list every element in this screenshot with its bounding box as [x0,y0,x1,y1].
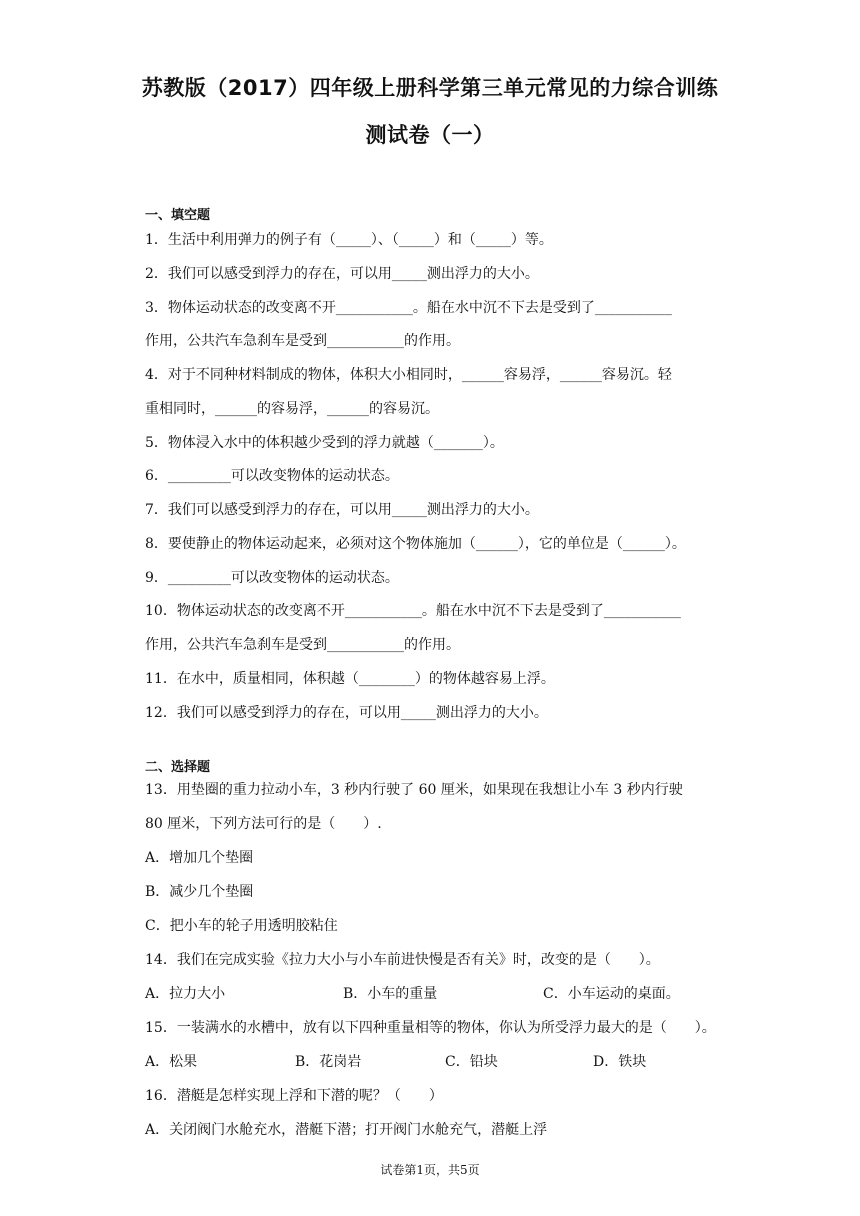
question-10-continued: 作用，公共汽车急刹车是受到___________的作用。 [145,637,460,653]
question-16: 16．潜艇是怎样实现上浮和下潜的呢？（ ） [145,1088,443,1104]
question-3: 3．物体运动状态的改变离不开___________。船在水中沉不下去是受到了___________ [145,300,672,316]
option-16-a: A．关闭阀门水舱充水，潜艇下潜；打开阀门水舱充气，潜艇上浮 [145,1122,548,1138]
question-10: 10．物体运动状态的改变离不开___________。船在水中沉不下去是受到了___________ [145,603,681,619]
question-13-continued: 80 厘米，下列方法可行的是（ ）. [145,816,382,832]
section-heading-fill: 一、填空题 [145,208,211,223]
question-6: 6．_________可以改变物体的运动状态。 [145,468,399,484]
option-15-b: B．花岗岩 [295,1054,362,1070]
option-14-a: A．拉力大小 [145,986,226,1002]
question-11: 11．在水中，质量相同，体积越（________）的物体越容易上浮。 [145,671,555,687]
question-8: 8．要使静止的物体运动起来，必须对这个物体施加（______），它的单位是（______）。 [145,536,686,552]
question-7: 7．我们可以感受到浮力的存在，可以用_____测出浮力的大小。 [145,502,539,518]
page-title: 苏教版（2017）四年级上册科学第三单元常见的力综合训练 [141,76,719,100]
question-3-continued: 作用，公共汽车急刹车是受到___________的作用。 [145,333,460,349]
question-14: 14．我们在完成实验《拉力大小与小车前进快慢是否有关》时，改变的是（ ）。 [145,952,660,968]
option-13-a: A．增加几个垫圈 [145,850,254,866]
question-13: 13．用垫圈的重力拉动小车，3 秒内行驶了 60 厘米，如果现在我想让小车 3 秒内行驶 [145,782,683,798]
option-13-c: C．把小车的轮子用透明胶粘住 [145,918,338,934]
option-15-d: D．铁块 [593,1054,647,1070]
option-14-b: B．小车的重量 [343,986,438,1002]
question-12: 12．我们可以感受到浮力的存在，可以用_____测出浮力的大小。 [145,705,548,721]
question-1: 1．生活中利用弹力的例子有（_____）、（_____）和（_____）等。 [145,232,553,248]
question-5: 5．物体浸入水中的体积越少受到的浮力就越（_______）。 [145,435,504,451]
option-15-a: A．松果 [145,1054,198,1070]
page-title-line2: 测试卷（一） [365,123,495,147]
question-4: 4．对于不同种材料制成的物体，体积大小相同时，______容易浮，______容易沉。轻 [145,367,672,383]
section-heading-choice: 二、选择题 [145,760,211,775]
question-9: 9．_________可以改变物体的运动状态。 [145,570,399,586]
option-14-c: C．小车运动的桌面。 [543,986,680,1002]
question-15: 15．一装满水的水槽中，放有以下四种重量相等的物体，你认为所受浮力最大的是（ ）。 [145,1020,716,1036]
question-4-continued: 重相同时，______的容易浮，______的容易沉。 [145,401,439,417]
page-footer: 试卷第1页，共5页 [380,1163,480,1177]
option-13-b: B．减少几个垫圈 [145,884,254,900]
question-2: 2．我们可以感受到浮力的存在，可以用_____测出浮力的大小。 [145,266,539,282]
option-15-c: C．铅块 [445,1054,498,1070]
